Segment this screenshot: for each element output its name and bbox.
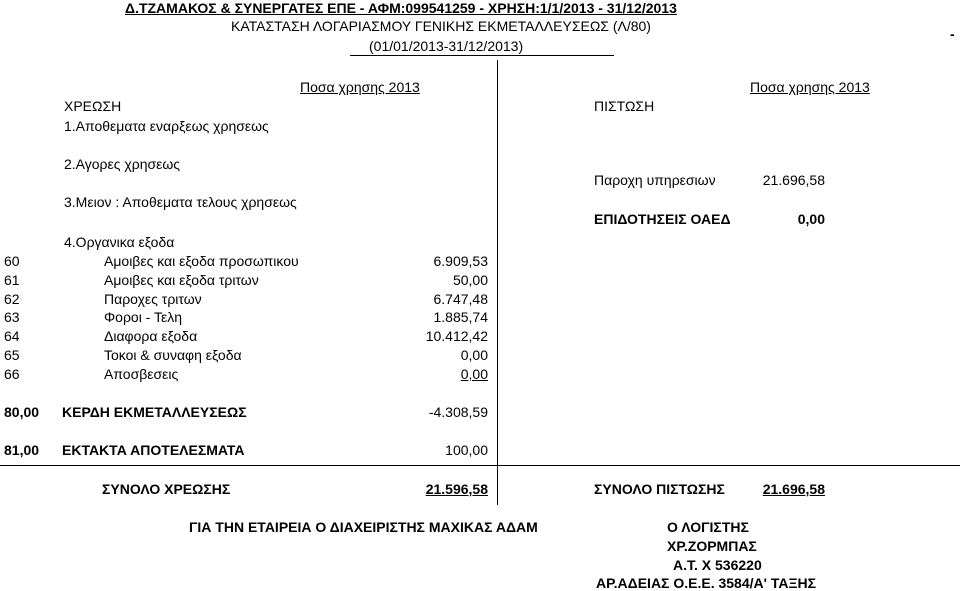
expense-amount: 0,00 [460, 366, 488, 382]
expense-code: 61 [4, 272, 20, 288]
extraordinary-amount: 100,00 [445, 442, 488, 458]
expense-label: Αμοιβες και εξοδα προσωπικου [104, 253, 299, 269]
credit-label: ΠΙΣΤΩΣΗ [594, 98, 655, 114]
totals-divider [0, 465, 960, 466]
expense-amount: 10.412,42 [425, 328, 488, 344]
services-label: Παροχη υπηρεσιων [594, 172, 716, 188]
debit-amount-header: Ποσα χρησης 2013 [300, 79, 420, 95]
expense-label: Παροχες τριτων [104, 291, 202, 307]
closing-stock-label: 3.Μειον : Αποθεματα τελους χρησεως [64, 194, 297, 210]
expense-code: 65 [4, 347, 20, 363]
debit-label: ΧΡΕΩΣΗ [64, 98, 122, 114]
purchases-label: 2.Αγορες χρησεως [64, 156, 181, 172]
extraordinary-label: ΕΚΤΑΚΤΑ ΑΠΟΤΕΛΕΣΜΑΤΑ [62, 442, 245, 458]
expense-label: Διαφορα εξοδα [104, 328, 198, 344]
extraordinary-code: 81,00 [4, 442, 40, 458]
profit-code: 80,00 [4, 404, 40, 420]
accountant-title: Ο ΛΟΓΙΣΤΗΣ [667, 519, 749, 535]
corner-dash: - [950, 26, 955, 42]
expense-label: Αποσβεσεις [104, 366, 179, 382]
accountant-id: Α.Τ. Χ 536220 [673, 557, 762, 573]
credit-total-label: ΣΥΝΟΛΟ ΠΙΣΤΩΣΗΣ [594, 481, 725, 497]
period-underline [350, 55, 614, 56]
subsidies-label: ΕΠΙΔΟΤΗΣΕΙΣ ΟΑΕΔ [594, 211, 731, 227]
report-title: Δ.ΤΖΑΜΑΚΟΣ & ΣΥΝΕΡΓΑΤΕΣ ΕΠΕ - ΑΦΜ:099541259 - ΧΡΗΣΗ:1/1/2013 - 31/12/2013 [125, 0, 677, 16]
credit-total-amount: 21.696,58 [762, 481, 825, 497]
expense-code: 62 [4, 291, 20, 307]
expense-code: 64 [4, 328, 20, 344]
expense-amount: 50,00 [452, 272, 488, 288]
organic-expenses-label: 4.Οργανικα εξοδα [64, 234, 175, 250]
column-divider [497, 60, 498, 505]
expense-amount: 1.885,74 [433, 309, 488, 325]
expense-label: Φοροι - Τελη [104, 309, 183, 325]
profit-amount: -4.308,59 [428, 404, 488, 420]
subsidies-amount: 0,00 [797, 211, 825, 227]
debit-total-label: ΣΥΝΟΛΟ ΧΡΕΩΣΗΣ [102, 481, 231, 497]
services-amount: 21.696,58 [762, 172, 825, 188]
opening-stock-label: 1.Αποθεματα εναρξεως χρησεως [64, 118, 269, 134]
report-subtitle: ΚΑΤΑΣΤΑΣΗ ΛΟΓΑΡΙΑΣΜΟΥ ΓΕΝΙΚΗΣ ΕΚΜΕΤΑΛΛΕΥΣΕΩΣ (Λ/80) [231, 18, 651, 34]
expense-amount: 0,00 [460, 347, 488, 363]
expense-amount: 6.909,53 [433, 253, 488, 269]
report-period: (01/01/2013-31/12/2013) [369, 38, 524, 54]
expense-amount: 6.747,48 [433, 291, 488, 307]
expense-code: 63 [4, 309, 20, 325]
credit-amount-header: Ποσα χρησης 2013 [750, 79, 870, 95]
accountant-name: ΧΡ.ΖΟΡΜΠΑΣ [667, 538, 757, 554]
expense-label: Αμοιβες και εξοδα τριτων [104, 272, 259, 288]
expense-label: Τοκοι & συναφη εξοδα [104, 347, 242, 363]
company-admin-signature: ΓΙΑ ΤΗΝ ΕΤΑΙΡΕΙΑ Ο ΔΙΑΧΕΙΡΙΣΤΗΣ ΜΑΧΙΚΑΣ ΑΔΑΜ [189, 519, 538, 535]
accountant-license: ΑΡ.ΑΔΕΙΑΣ Ο.Ε.Ε. 3584/Α' ΤΑΞΗΣ [596, 575, 816, 591]
expense-code: 66 [4, 366, 20, 382]
expense-code: 60 [4, 253, 20, 269]
debit-total-amount: 21.596,58 [425, 481, 488, 497]
profit-label: ΚΕΡΔΗ ΕΚΜΕΤΑΛΛΕΥΣΕΩΣ [62, 404, 247, 420]
